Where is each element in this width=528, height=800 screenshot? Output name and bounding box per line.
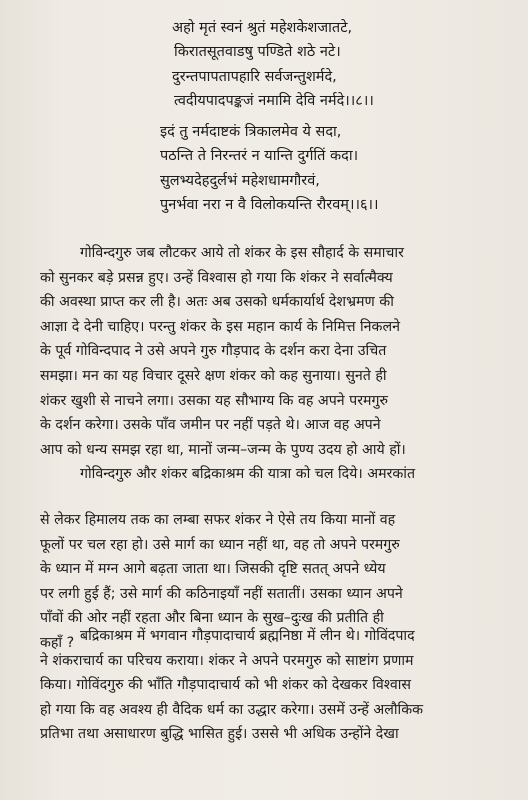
verse-line: त्वदीयपादपङ्कजं नमामि देवि नर्मदे।।८।। [174, 93, 374, 110]
text-line: किया। गोविंदगुरु की भाँति गौड़पादाचार्य को भी शंकर को देखकर विश्वास [40, 677, 411, 694]
text-line: आप को धन्य समझ रहा था, मानों जन्म–जन्म के पुण्य उदय हो आये हों। [40, 441, 406, 458]
paragraph-badrikashram [40, 624, 518, 747]
text-line: के पूर्व गोविन्दपाद ने उसे अपने गुरु गौड़पाद के दर्शन करा देना उचित [40, 343, 387, 360]
verse-line: इदं तु नर्मदाष्टकं त्रिकालमेव ये सदा, [160, 124, 342, 140]
text-line: पाँवों की ओर नहीं रहता और बिना ध्यान के सुख–दुःख की प्रतीति ही [40, 610, 384, 627]
text-line: की अवस्था प्राप्त कर ली है। अतः अब उसको धर्मकार्यार्थ देशभ्रमण की [40, 294, 394, 311]
text-line: गोविन्दगुरु जब लौटकर आये तो शंकर के इस सौहार्द के समाचार [80, 245, 404, 261]
verse-line: दुरन्तपापतापहारि सर्वजन्तुशर्मदे, [172, 68, 337, 85]
verse-line: अहो मृतं स्वनं श्रुतं महेशकेशजातटे, [172, 20, 353, 36]
text-line: पर लगी हुई हैं; उसे मार्ग की कठिनाइयाँ नहीं सतातीं। उसका ध्यान अपने [40, 585, 403, 602]
verse-line: पुनर्भवा नरा न वै विलोकयन्ति रौरवम्।।६।। [160, 197, 379, 214]
text-line: आज्ञा दे देनी चाहिए। परन्तु शंकर के इस महान कार्य के निमित्त निकलने [40, 318, 400, 335]
paragraph-govindaguru-return [40, 241, 518, 487]
text-line: कहाँ ? [40, 634, 75, 651]
text-line: को सुनकर बड़े प्रसन्न हुए। उन्हें विश्वास हो गया कि शंकर ने सर्वात्मैक्य [40, 269, 393, 286]
text-line: समझा। मन का यह विचार दूसरे क्षण शंकर को कह सुनाया। सुनते ही [40, 367, 387, 384]
text-line: हो गया कि वह अवश्य ही वैदिक धर्म का उद्धार करेगा। उसमें उन्हें अलौकिक [40, 701, 424, 718]
verse-stanza-9 [160, 120, 510, 218]
text-line: शंकर खुशी से नाचने लगा। उसका यह सौभाग्य कि वह अपने परमगुरु [40, 392, 388, 409]
verse-stanza-8 [172, 16, 522, 114]
text-line: बद्रिकाश्रम में भगवान गौड़पादाचार्य ब्रह्मनिष्ठा में लीन थे। गोविंदपाद [80, 628, 415, 644]
text-line: ने शंकराचार्य का परिचय कराया। शंकर ने अपने परमगुरु को साष्टांग प्रणाम [40, 652, 414, 669]
text-line: फूलों पर चल रहा हो। उसे मार्ग का ध्यान नहीं था, वह तो अपने परमगुरु [40, 536, 400, 553]
verse-line: किरातसूतवाडषु पण्डिते शठे नटे। [174, 44, 341, 61]
verse-line: पठन्ति ते निरन्तरं न यान्ति दुर्गतिं कदा। [160, 148, 359, 165]
text-line: प्रतिभा तथा असाधारण बुद्धि भासित हुई। उससे भी अधिक उन्होंने देखा [40, 726, 399, 743]
text-line: गोविन्दगुरु और शंकर बद्रिकाश्रम की यात्रा को चल दिये। अमरकांत [80, 466, 416, 483]
text-line: से लेकर हिमालय तक का लम्बा सफर शंकर ने ऐसे तय किया मानों वह [40, 512, 396, 528]
verse-line: सुलभ्यदेहदुर्लभं महेशधामगौरवं, [160, 172, 320, 189]
text-line: के दर्शन करेगा। उसके पाँव जमीन पर नहीं पड़ते थे। आज वह अपने [40, 417, 381, 434]
text-line: के ध्यान में मग्न आगे बढ़ता जाता था। जिसकी दृष्टि सतत् अपने ध्येय [40, 561, 386, 578]
